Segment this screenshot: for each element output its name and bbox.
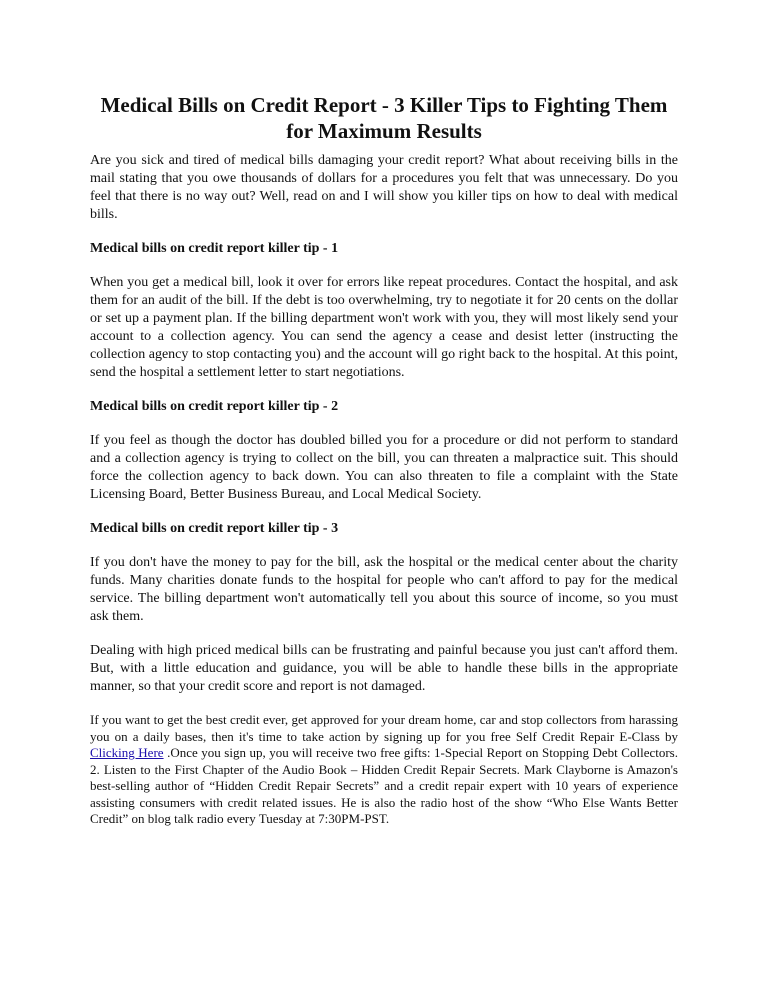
intro-paragraph: Are you sick and tired of medical bills damaging your credit report? What about receiving bills in the mail stating that you owe thousands of dollars for a procedures you felt that was unnecessary. Do you feel that there is no way out? Well, read on and I will show you killer tips on how to deal with medical bills.: [90, 153, 678, 222]
author-bio: [90, 712, 678, 828]
tip-2-body: If you feel as though the doctor has doubled billed you for a procedure or did not perform to standard and a collection agency is trying to collect on the bill, you can threaten a malpractice suit. This should force the collection agency to back down. You can also threaten to file a complaint with the State Licensing Board, Better Business Bureau, and Local Medical Society.: [90, 433, 678, 502]
tip-1-heading: Medical bills on credit report killer tip - 1: [90, 241, 339, 256]
tip-1-body: When you get a medical bill, look it over for errors like repeat procedures. Contact the hospital, and ask them for an audit of the bill. If the debt is too overwhelming, try to negotiate it for 20 cents on the dollar or set up a payment plan. If the billing department won't work with you, they will most likely send your account to a collection agency. You can send the agency a cease and desist letter (instructing the collection agency to stop contacting you) and the account will go right back to the hospital. At this point, send the hospital a settlement letter to start negotiations.: [90, 275, 678, 380]
clicking-here-link[interactable]: Clicking Here: [90, 745, 164, 760]
document-title: Medical Bills on Credit Report - 3 Killer Tips to Fighting Them for Maximum Results: [100, 93, 668, 143]
bio-text-after-link: .Once you sign up, you will receive two free gifts: 1-Special Report on Stopping Debt Collectors. 2. Listen to the First Chapter of the Audio Book – Hidden Credit Repair Secrets. Mark Clayborne is Amazon's best-selling author of “Hidden Credit Repair Secrets” and a credit repair expert with 10 years of experience assisting consumers with credit related issues. He is also the radio host of the show “Who Else Wants Better Credit” on blog talk radio every Tuesday at 7:30PM-PST.: [90, 745, 678, 826]
document-page: [90, 92, 678, 828]
conclusion-paragraph: Dealing with high priced medical bills can be frustrating and painful because you just can't afford them. But, with a little education and guidance, you will be able to handle these bills in the appropriate manner, so that your credit score and report is not damaged.: [90, 643, 678, 694]
tip-3-body: If you don't have the money to pay for the bill, ask the hospital or the medical center about the charity funds. Many charities donate funds to the hospital for people who can't afford to pay for the medical service. The billing department won't automatically tell you about this source of income, so you must ask them.: [90, 555, 678, 624]
tip-2-heading: Medical bills on credit report killer tip - 2: [90, 399, 339, 414]
tip-3-heading: Medical bills on credit report killer tip - 3: [90, 521, 339, 536]
bio-text-before-link: If you want to get the best credit ever, get approved for your dream home, car and stop collectors from harassing you on a daily bases, then it's time to take action by signing up for you free Self Credit Repair E-Class by: [90, 712, 678, 744]
